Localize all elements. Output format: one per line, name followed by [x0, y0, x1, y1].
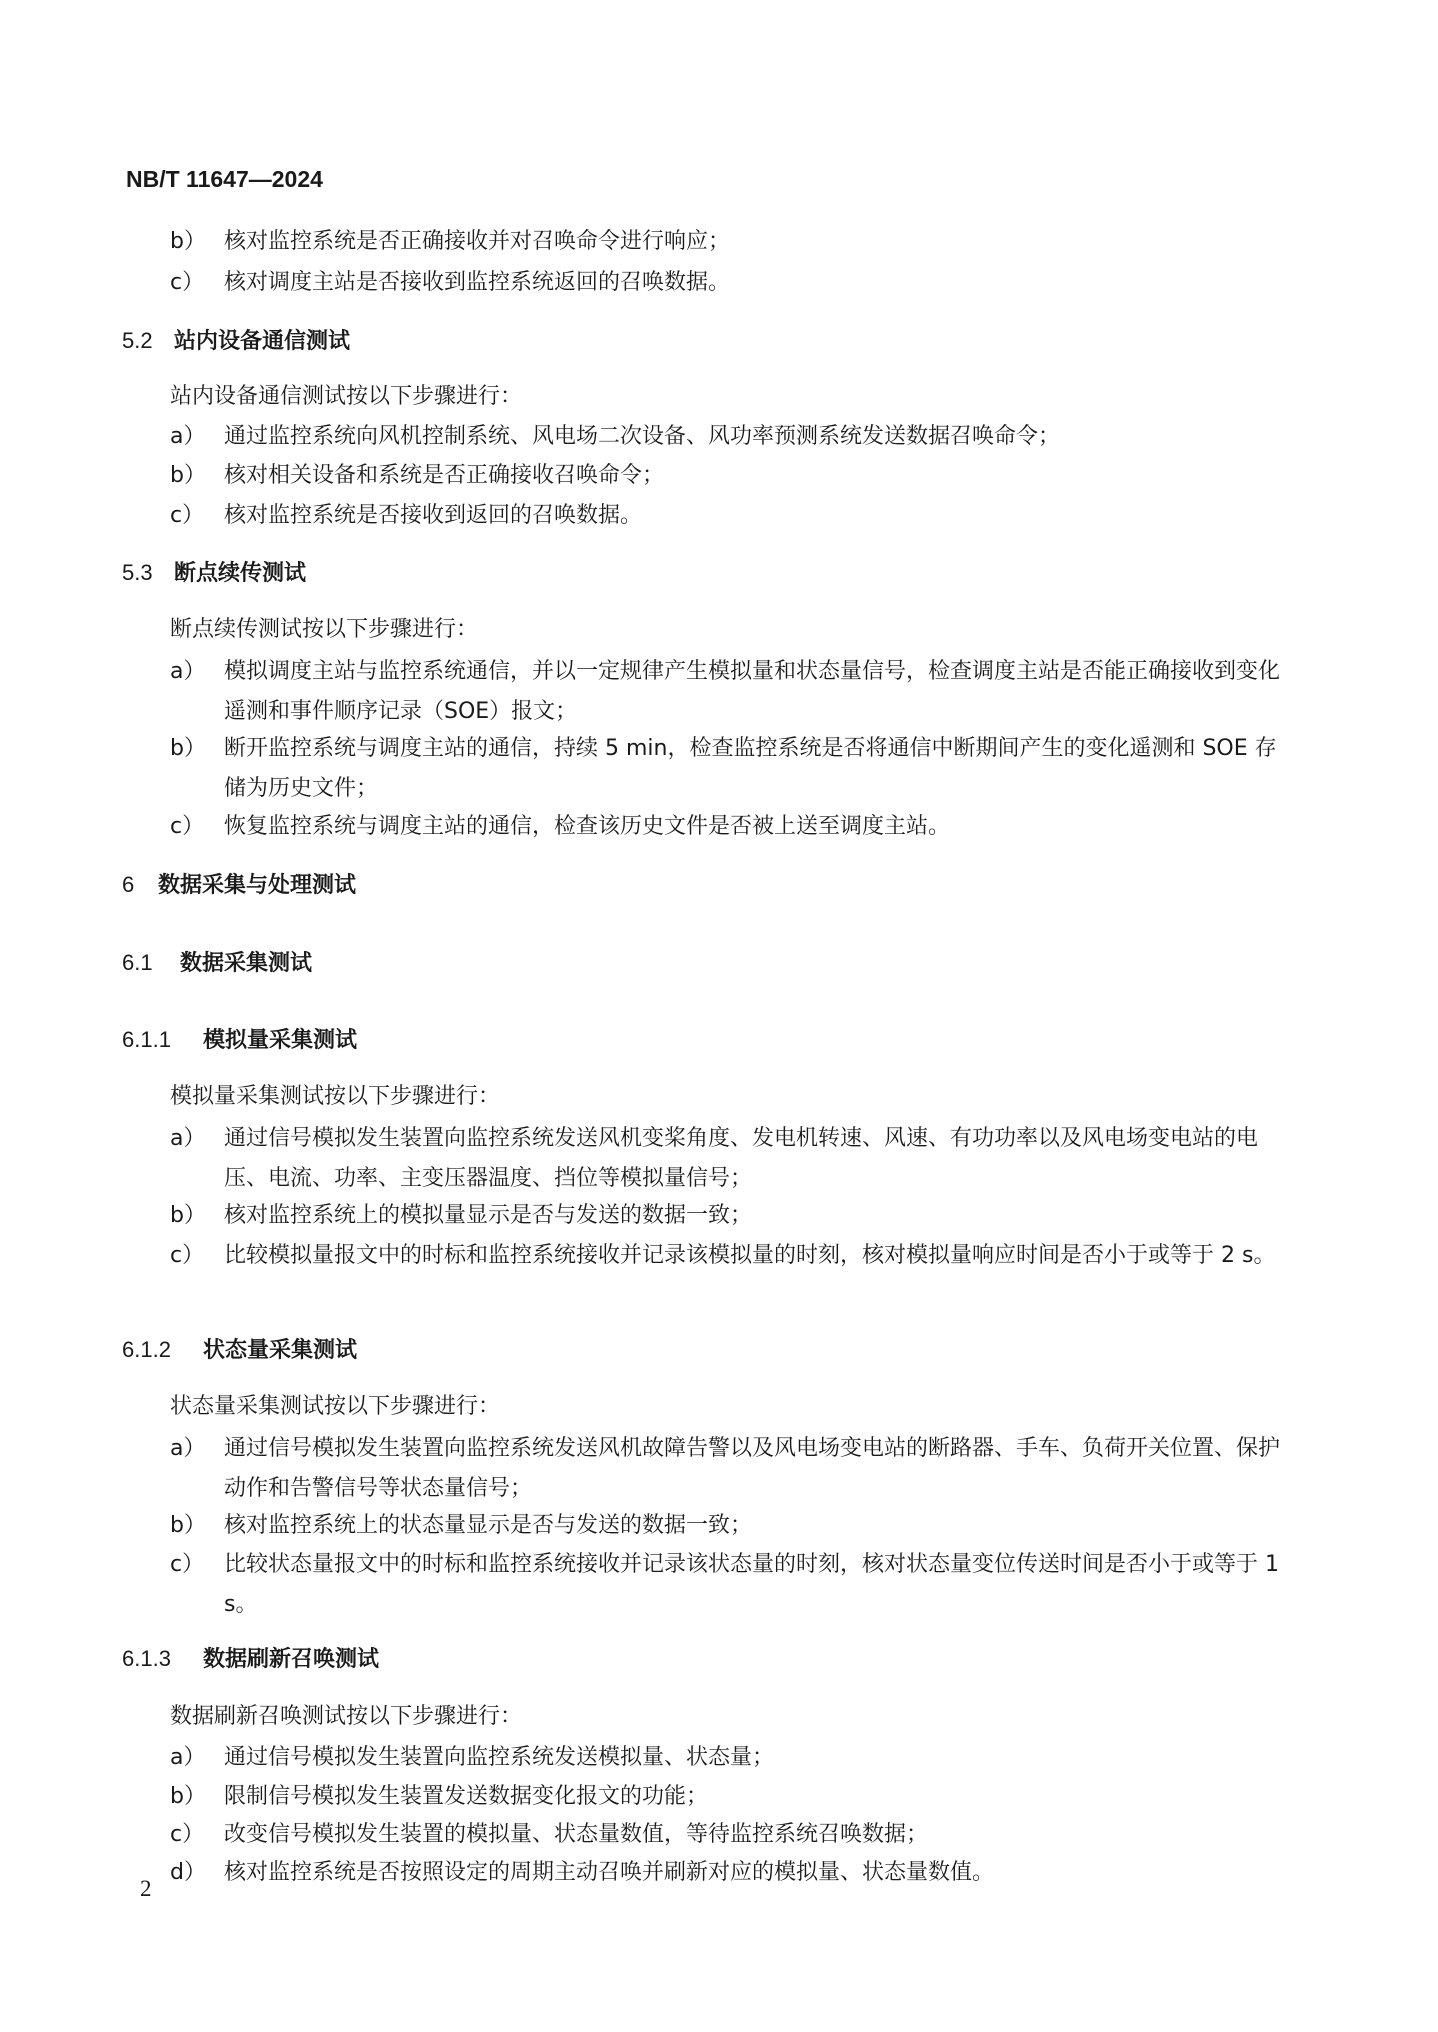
- section-title: 断点续传测试: [174, 561, 307, 586]
- list-item-label: a）: [170, 1436, 206, 1461]
- list-item-text: 核对监控系统上的状态量显示是否与发送的数据一致；: [224, 1513, 753, 1538]
- subsection-heading: [122, 1644, 379, 1675]
- list-item-text: 核对调度主站是否接收到监控系统返回的召唤数据。: [224, 270, 731, 295]
- list-item-label: b）: [170, 1203, 206, 1228]
- list-item-label: c）: [170, 270, 205, 295]
- section-heading: [122, 948, 312, 979]
- subsection-title: 模拟量采集测试: [203, 1028, 358, 1053]
- list-item-label: c）: [170, 1822, 205, 1847]
- list-item-text: 限制信号模拟发生装置发送数据变化报文的功能；: [224, 1784, 709, 1809]
- list-item-text: 核对监控系统是否按照设定的周期主动召唤并刷新对应的模拟量、状态量数值。: [224, 1860, 995, 1885]
- section-number: 6.1: [122, 950, 153, 975]
- list-item-label: a）: [170, 424, 206, 449]
- list-item-label: b）: [170, 1513, 206, 1538]
- list-item-text: 核对相关设备和系统是否正确接收召唤命令；: [224, 463, 665, 488]
- list-item-text: 改变信号模拟发生装置的模拟量、状态量数值，等待监控系统召唤数据；: [224, 1822, 929, 1847]
- list-item-label: c）: [170, 503, 205, 528]
- list-item-text: 核对监控系统是否正确接收并对召唤命令进行响应；: [224, 229, 731, 254]
- section-intro: 站内设备通信测试按以下步骤进行：: [170, 384, 523, 409]
- list-item-text: 通过监控系统向风机控制系统、风电场二次设备、风功率预测系统发送数据召唤命令；: [224, 424, 1061, 449]
- list-item-label: b）: [170, 736, 206, 761]
- list-item-text: 恢复监控系统与调度主站的通信，检查该历史文件是否被上送至调度主站。: [224, 814, 951, 839]
- page-number: 2: [140, 1876, 152, 1901]
- list-item-text: 通过信号模拟发生装置向监控系统发送风机变桨角度、发电机转速、风速、有功功率以及风电场变电站的电压、电流、功率、主变压器温度、挡位等模拟量信号；: [224, 1126, 1259, 1191]
- list-item-text: 断开监控系统与调度主站的通信，持续 5 min，检查监控系统是否将通信中断期间产生的变化遥测和 SOE 存储为历史文件；: [224, 736, 1277, 801]
- chapter-number: 6: [122, 872, 135, 897]
- subsection-number: 6.1.3: [122, 1646, 171, 1671]
- list-item-label: a）: [170, 659, 206, 684]
- section-title: 站内设备通信测试: [174, 329, 351, 354]
- list-item-label: a）: [170, 1126, 206, 1151]
- section-intro: 断点续传测试按以下步骤进行：: [170, 617, 479, 642]
- list-item-label: c）: [170, 814, 205, 839]
- section-heading: [122, 326, 350, 357]
- list-item-text: 核对监控系统上的模拟量显示是否与发送的数据一致；: [224, 1203, 753, 1228]
- chapter-title: 数据采集与处理测试: [158, 873, 357, 898]
- chapter-heading: [122, 870, 356, 901]
- subsection-heading: [122, 1025, 357, 1056]
- section-title: 数据采集测试: [180, 951, 313, 976]
- list-item-label: c）: [170, 1243, 205, 1268]
- list-item-label: a）: [170, 1745, 206, 1770]
- list-item-text: 比较状态量报文中的时标和监控系统接收并记录该状态量的时刻，核对状态量变位传送时间是否小于或等于 1 s。: [224, 1552, 1279, 1617]
- list-item-label: d）: [170, 1860, 206, 1885]
- section-number: 5.3: [122, 560, 153, 585]
- list-item-label: b）: [170, 1784, 206, 1809]
- section-heading: [122, 558, 306, 589]
- list-item-label: b）: [170, 229, 206, 254]
- subsection-title: 数据刷新召唤测试: [203, 1647, 380, 1672]
- subsection-number: 6.1.1: [122, 1027, 171, 1052]
- list-item-text: 通过信号模拟发生装置向监控系统发送风机故障告警以及风电场变电站的断路器、手车、负荷开关位置、保护动作和告警信号等状态量信号；: [224, 1436, 1281, 1501]
- section-intro: 模拟量采集测试按以下步骤进行：: [170, 1084, 501, 1109]
- standard-number: NB/T 11647—2024: [126, 166, 323, 192]
- list-item-text: 比较模拟量报文中的时标和监控系统接收并记录该模拟量的时刻，核对模拟量响应时间是否小于或等于 2 s。: [224, 1243, 1276, 1268]
- list-item-label: b）: [170, 463, 206, 488]
- list-item-text: 通过信号模拟发生装置向监控系统发送模拟量、状态量；: [224, 1745, 775, 1770]
- subsection-number: 6.1.2: [122, 1337, 171, 1362]
- list-item-text: 模拟调度主站与监控系统通信，并以一定规律产生模拟量和状态量信号，检查调度主站是否能正确接收到变化遥测和事件顺序记录（SOE）报文；: [224, 659, 1281, 724]
- section-number: 5.2: [122, 328, 153, 353]
- subsection-heading: [122, 1335, 357, 1366]
- subsection-title: 状态量采集测试: [203, 1338, 358, 1363]
- list-item-label: c）: [170, 1552, 205, 1577]
- section-intro: 数据刷新召唤测试按以下步骤进行：: [170, 1704, 523, 1729]
- list-item-text: 核对监控系统是否接收到返回的召唤数据。: [224, 503, 643, 528]
- section-intro: 状态量采集测试按以下步骤进行：: [170, 1394, 501, 1419]
